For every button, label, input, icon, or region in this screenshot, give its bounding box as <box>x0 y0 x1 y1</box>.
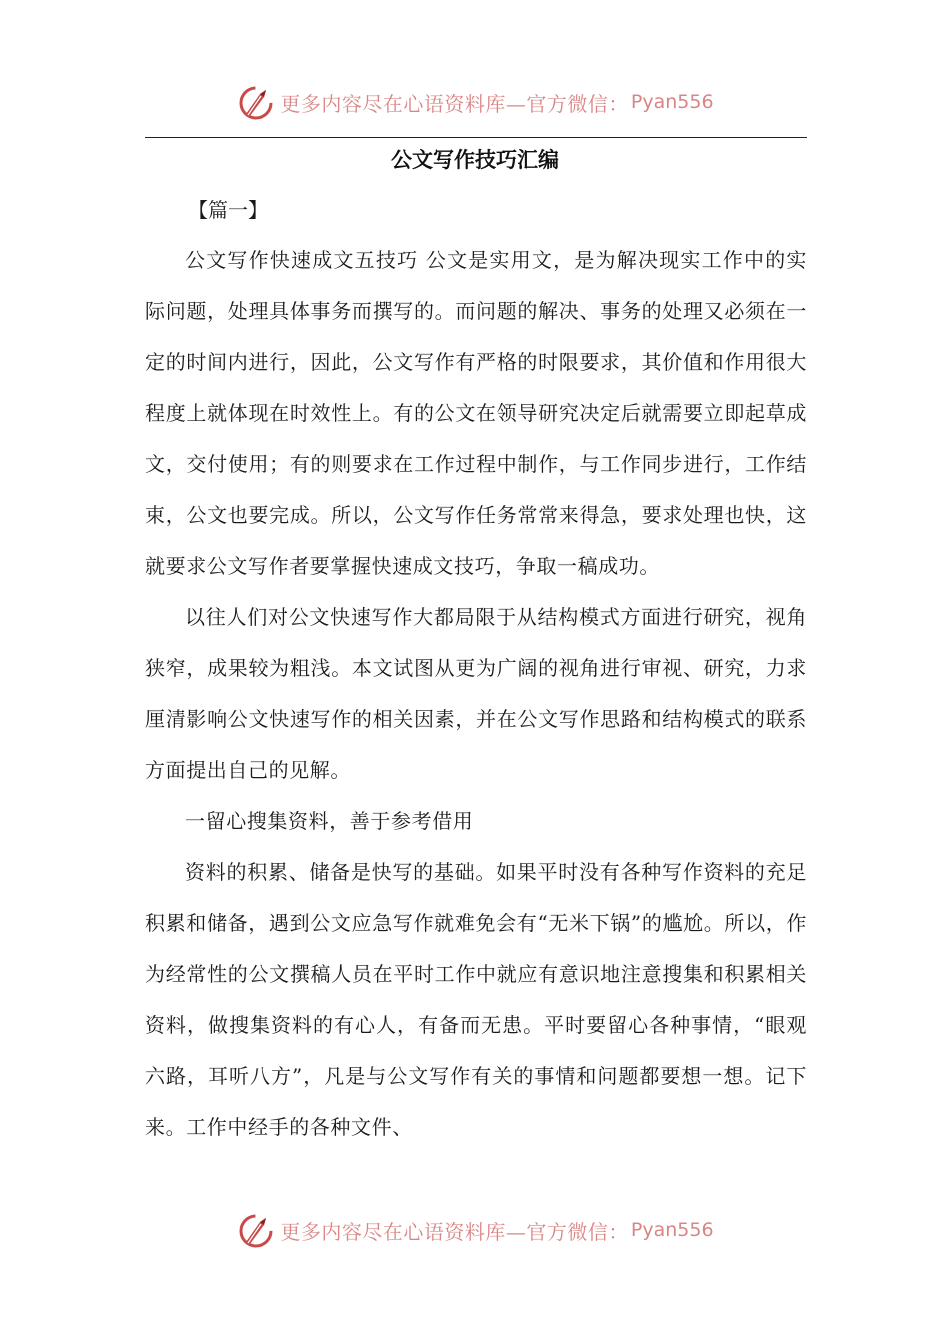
section-label: 【篇一】 <box>188 198 268 222</box>
watermark-text: 更多内容尽在心语资料库—官方微信： <box>280 91 629 116</box>
watermark-handle: Pyan556 <box>630 1219 714 1241</box>
document-title: 公文写作技巧汇编 <box>391 148 559 172</box>
watermark-handle: Pyan556 <box>630 91 714 113</box>
document-body <box>145 235 807 1153</box>
watermark-text: 更多内容尽在心语资料库—官方微信： <box>280 1219 629 1244</box>
header-watermark <box>0 80 950 124</box>
pen-nib-logo-icon <box>236 1210 276 1250</box>
paragraph: 以往人们对公文快速写作大都局限于从结构模式方面进行研究，视角狭窄，成果较为粗浅。本文试图从更为广阔的视角进行审视、研究，力求厘清影响公文快速写作的相关因素，并在公文写作思路和结构模式的联系方面提出自己的见解。 <box>145 605 807 782</box>
pen-nib-logo-icon <box>236 82 276 122</box>
header-divider <box>145 137 807 138</box>
paragraph: 资料的积累、储备是快写的基础。如果平时没有各种写作资料的充足积累和储备，遇到公文应急写作就难免会有“无米下锅”的尴尬。所以，作为经常性的公文撰稿人员在平时工作中就应有意识地注意搜集和积累相关资料，做搜集资料的有心人，有备而无患。平时要留心各种事情，“眼观六路，耳听八方”，凡是与公文写作有关的事情和问题都要想一想。记下来。工作中经手的各种文件、 <box>145 860 807 1139</box>
paragraph: 公文写作快速成文五技巧 公文是实用文，是为解决现实工作中的实际问题，处理具体事务而撰写的。而问题的解决、事务的处理又必须在一定的时间内进行，因此，公文写作有严格的时限要求，其价值和作用很大程度上就体现在时效性上。有的公文在领导研究决定后就需要立即起草成文，交付使用；有的则要求在工作过程中制作，与工作同步进行，工作结束，公文也要完成。所以，公文写作任务常常来得急，要求处理也快，这就要求公文写作者要掌握快速成文技巧，争取一稿成功。 <box>145 248 807 578</box>
footer-watermark <box>0 1208 950 1252</box>
paragraph: 一留心搜集资料，善于参考借用 <box>185 809 474 833</box>
